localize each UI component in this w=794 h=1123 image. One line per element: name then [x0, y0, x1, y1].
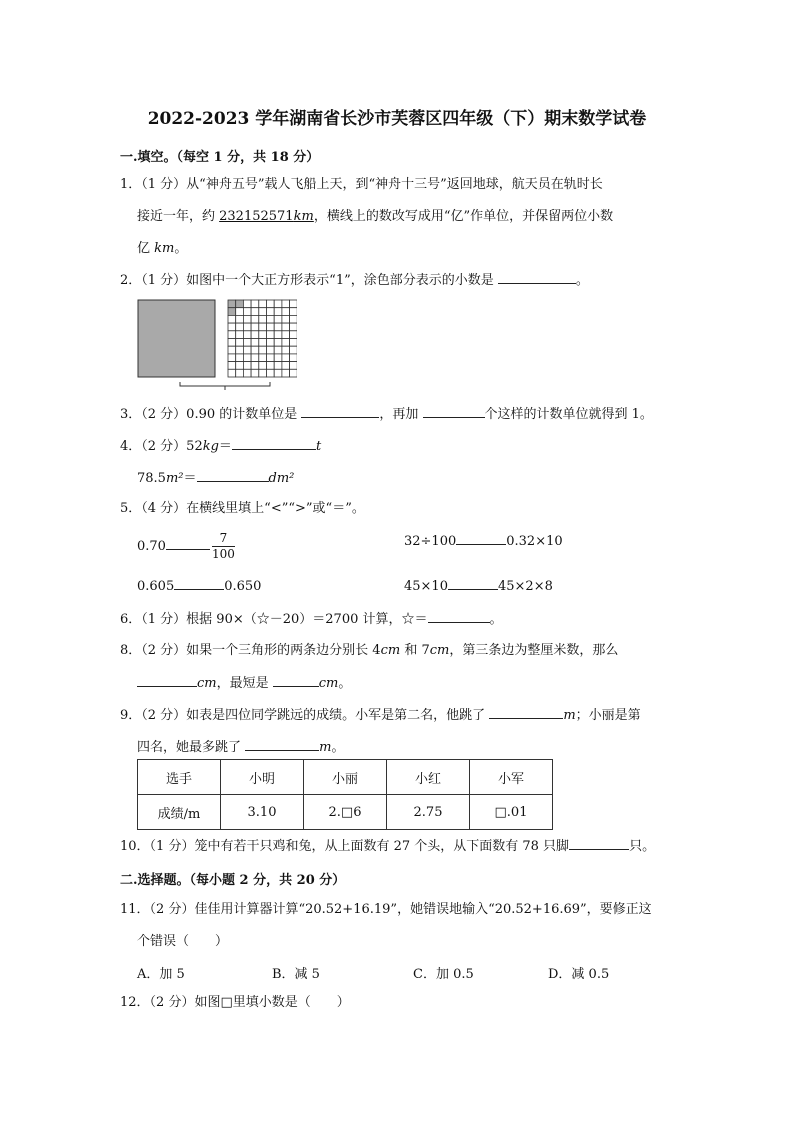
- q6-line: 6．（1 分）根据 90×（☆－20）＝2700 计算，☆＝ 。: [120, 612, 503, 627]
- grid-cell: [236, 354, 244, 362]
- grid-cell: [282, 354, 290, 362]
- option-c[interactable]: C．加 0.5: [413, 967, 474, 982]
- grid-cell: [274, 339, 282, 347]
- grid-cell: [267, 354, 275, 362]
- q8-blank-1[interactable]: [137, 674, 197, 687]
- q3-blank-2[interactable]: [423, 405, 485, 418]
- grid-cell: [251, 346, 259, 354]
- grid-cell: [274, 362, 282, 370]
- q10-blank[interactable]: [569, 837, 629, 850]
- grid-cell: [243, 354, 251, 362]
- grid-cell: [251, 315, 259, 323]
- page-title: 2022-2023 学年湖南省长沙市芙蓉区四年级（下）期末数学试卷: [147, 109, 647, 129]
- hundred-grid-square: [228, 300, 297, 377]
- grid-cell: [282, 346, 290, 354]
- q3-line: 3．（2 分）0.90 的计数单位是 ，再加 个这样的计数单位就得到 1。: [120, 407, 653, 422]
- grid-cell: [290, 369, 297, 377]
- grid-cell: [228, 369, 236, 377]
- grid-cell: [282, 300, 290, 308]
- q1-line2: 接近一年，约 232152571km，横线上的数改写成用“亿”作单位，并保留两位小数: [137, 209, 614, 224]
- q4-line2: 78.5m²＝ dm²: [137, 471, 295, 486]
- grid-cell: [236, 308, 244, 316]
- grid-cell: [259, 369, 267, 377]
- fraction: $\frac{7}{100}$: [211, 531, 235, 561]
- grid-cell: [236, 362, 244, 370]
- grid-cell: [290, 300, 297, 308]
- long-jump-score-table: [137, 759, 553, 830]
- grid-cell: [267, 315, 275, 323]
- section-multiple-choice: 二.选择题。（每小题 2 分，共 20 分）: [120, 873, 346, 888]
- grid-cell: [267, 308, 275, 316]
- grid-cell: [259, 339, 267, 347]
- q8-blank-2[interactable]: [273, 674, 319, 687]
- grid-cell: [282, 308, 290, 316]
- table-cell: 小红: [387, 760, 470, 795]
- q5-line: 5．（4 分）在横线里填上“<”“>”或“＝”。: [120, 501, 365, 516]
- grid-cell: [251, 369, 259, 377]
- option-b[interactable]: B．减 5: [272, 967, 320, 982]
- q8-line1: 8．（2 分）如果一个三角形的两条边分别长 4cm 和 7cm，第三条边为整厘米数，那么: [120, 643, 619, 658]
- grid-cell: [243, 315, 251, 323]
- grid-cell: [267, 369, 275, 377]
- grid-cell: [282, 339, 290, 347]
- grid-cell: [243, 331, 251, 339]
- table-cell: 3.10: [221, 795, 304, 830]
- grid-cell: [259, 315, 267, 323]
- grid-cell: [236, 323, 244, 331]
- grid-cell: [290, 362, 297, 370]
- grid-cell: [274, 369, 282, 377]
- grid-cell: [228, 354, 236, 362]
- grid-cell: [267, 300, 275, 308]
- grid-cell: [290, 331, 297, 339]
- grid-cell: [274, 315, 282, 323]
- grid-cell: [236, 300, 244, 308]
- grid-cell: [236, 346, 244, 354]
- table-header-row: [138, 760, 553, 795]
- grid-cell: [259, 346, 267, 354]
- grid-cell: [282, 331, 290, 339]
- grid-cell: [228, 308, 236, 316]
- grid-cell: [251, 339, 259, 347]
- q10-line: 10．（1 分）笼中有若干只鸡和兔，从上面数有 27 个头，从下面数有 78 只脚 只。: [120, 839, 656, 854]
- grid-cell: [267, 346, 275, 354]
- decimal-square-figure: [137, 298, 297, 393]
- grid-cell: [243, 369, 251, 377]
- grid-cell: [274, 323, 282, 331]
- table-cell: 2.□6: [304, 795, 387, 830]
- table-cell: 小明: [221, 760, 304, 795]
- grid-cell: [267, 323, 275, 331]
- grid-cell: [228, 323, 236, 331]
- grid-cell: [251, 354, 259, 362]
- grid-cell: [236, 339, 244, 347]
- section-fill-in: 一.填空。（每空 1 分，共 18 分）: [120, 150, 320, 165]
- table-cell: □.01: [470, 795, 553, 830]
- grid-cell: [236, 315, 244, 323]
- grid-cell: [274, 300, 282, 308]
- grid-cell: [259, 354, 267, 362]
- grid-cell: [228, 339, 236, 347]
- grid-cell: [290, 308, 297, 316]
- q8-line2: cm，最短是 cm。: [137, 674, 351, 693]
- q12-line: 12．（2 分）如图□里填小数是（ ）: [120, 995, 350, 1010]
- grid-cell: [274, 346, 282, 354]
- grid-cell: [282, 362, 290, 370]
- q11-line2: 个错误（ ）: [137, 934, 229, 949]
- option-d[interactable]: D．减 0.5: [548, 967, 610, 982]
- q1-line1: 1．（1 分）从“神舟五号”载人飞船上天，到“神舟十三号”返回地球，航天员在轨时长: [120, 177, 603, 192]
- q1-line3: 亿 km。: [137, 241, 188, 256]
- q4-blank-1[interactable]: [232, 437, 316, 450]
- q2-answer-blank[interactable]: [498, 271, 576, 284]
- q5-item-d: 45×10 45×2×8: [404, 579, 553, 594]
- q6-blank[interactable]: [428, 610, 490, 623]
- grid-cell: [251, 331, 259, 339]
- grid-cell: [251, 300, 259, 308]
- q3-blank-1[interactable]: [301, 405, 379, 418]
- q9-line2: 四名，她最多跳了 m。: [137, 740, 345, 755]
- q5-item-b: 32÷100 0.32×10: [404, 534, 563, 549]
- grid-cell: [243, 362, 251, 370]
- grid-cell: [274, 354, 282, 362]
- grid-cell: [267, 331, 275, 339]
- grid-cell: [267, 362, 275, 370]
- fully-shaded-square: [138, 300, 215, 377]
- grid-cell: [251, 323, 259, 331]
- grid-cell: [259, 331, 267, 339]
- grid-cell: [259, 308, 267, 316]
- q5-blank-b[interactable]: [456, 532, 506, 545]
- grid-cell: [236, 369, 244, 377]
- grid-cell: [290, 339, 297, 347]
- q4-blank-2[interactable]: [197, 469, 269, 482]
- q9-blank-1[interactable]: [489, 706, 563, 719]
- grid-cell: [259, 362, 267, 370]
- table-cell: 小丽: [304, 760, 387, 795]
- table-row: [138, 795, 553, 830]
- q9-blank-2[interactable]: [245, 738, 319, 751]
- q5-item-c: 0.605 0.650: [137, 579, 262, 594]
- grid-cell: [243, 339, 251, 347]
- table-cell: 成绩/m: [138, 795, 221, 830]
- q5-blank-a[interactable]: [166, 537, 210, 550]
- grid-cell: [228, 331, 236, 339]
- grid-cell: [282, 369, 290, 377]
- q9-line1: 9．（2 分）如表是四位同学跳远的成绩。小军是第二名，他跳了 m；小丽是第: [120, 708, 641, 723]
- q11-line1: 11．（2 分）佳佳用计算器计算“20.52+16.19”，她错误地输入“20.52+16.69”，要修正这: [120, 902, 652, 917]
- table-cell: 小军: [470, 760, 553, 795]
- grid-cell: [267, 339, 275, 347]
- grid-cell: [251, 308, 259, 316]
- grid-cell: [243, 308, 251, 316]
- grid-cell: [259, 323, 267, 331]
- grid-cell: [290, 346, 297, 354]
- option-a[interactable]: A．加 5: [137, 967, 185, 982]
- grid-cell: [228, 315, 236, 323]
- grid-cell: [228, 346, 236, 354]
- q5-blank-d[interactable]: [448, 577, 498, 590]
- table-cell: 选手: [138, 760, 221, 795]
- grid-cell: [228, 300, 236, 308]
- q5-item-a: 0.70 $\frac{7}{100}$: [137, 531, 235, 561]
- grid-cell: [290, 315, 297, 323]
- grid-cell: [243, 346, 251, 354]
- q2-line: 2．（1 分）如图中一个大正方形表示“1”，涂色部分表示的小数是 。: [120, 273, 589, 288]
- grid-cell: [290, 323, 297, 331]
- grid-cell: [274, 308, 282, 316]
- q5-blank-c[interactable]: [174, 577, 224, 590]
- table-cell: 2.75: [387, 795, 470, 830]
- brace: [180, 382, 270, 386]
- grid-cell: [243, 323, 251, 331]
- grid-cell: [282, 315, 290, 323]
- grid-cell: [282, 323, 290, 331]
- q1-number: 232152571: [219, 209, 294, 224]
- q4-line1: 4．（2 分）52kg＝ t: [120, 439, 322, 454]
- grid-cell: [251, 362, 259, 370]
- grid-cell: [243, 300, 251, 308]
- grid-cell: [236, 331, 244, 339]
- grid-cell: [290, 354, 297, 362]
- grid-cell: [259, 300, 267, 308]
- grid-cell: [228, 362, 236, 370]
- grid-cell: [274, 331, 282, 339]
